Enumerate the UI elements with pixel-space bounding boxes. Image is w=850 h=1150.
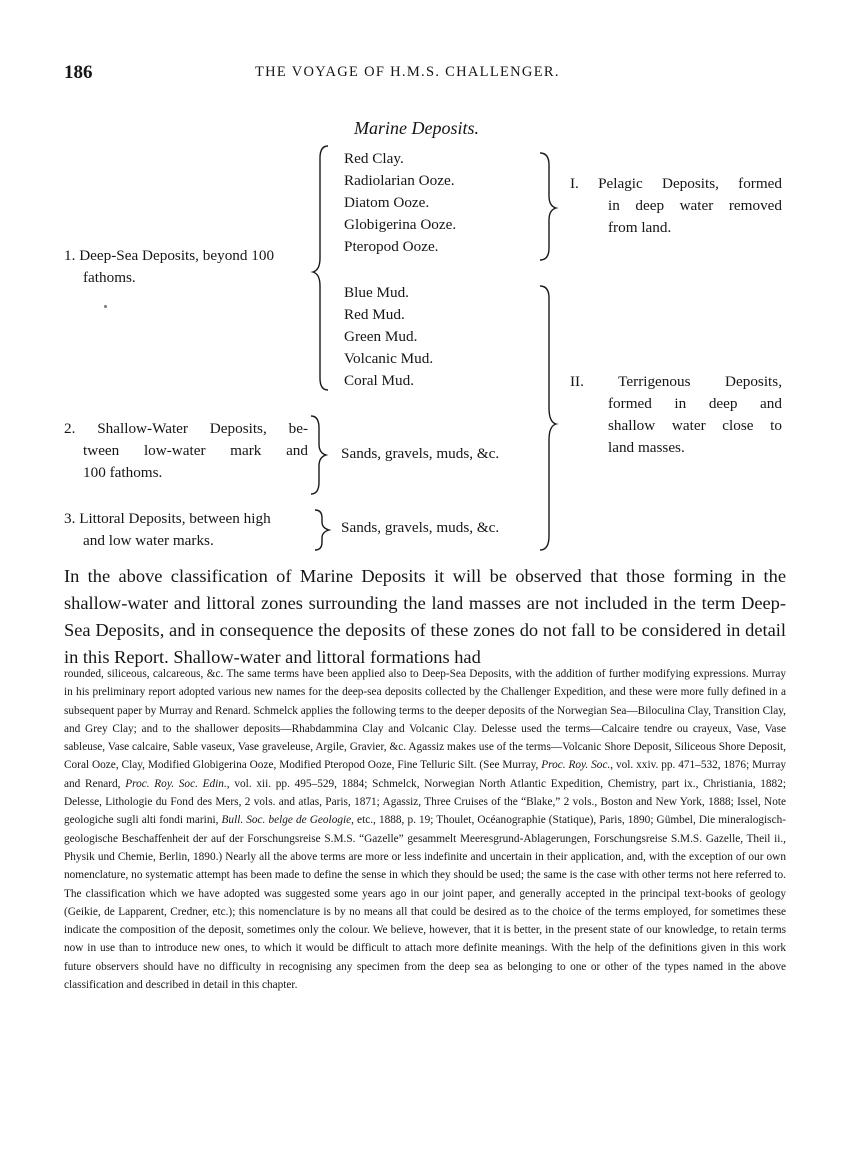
terrigenous-closing-brace <box>540 286 556 550</box>
page-number: 186 <box>64 62 93 83</box>
deep-sea-label-line: fathoms. <box>83 269 136 286</box>
terrigenous-group-line: formed in deep and <box>608 395 782 412</box>
pelagic-group-line: I. Pelagic Deposits, formed <box>570 175 782 192</box>
shallow-water-label-line: tween low-water mark and <box>83 442 308 459</box>
deposit-item: Red Mud. <box>344 306 405 323</box>
terrigenous-group-line: land masses. <box>608 439 685 456</box>
shallow-water-label-line: 100 fathoms. <box>83 464 163 481</box>
deposit-item: Volcanic Mud. <box>344 350 434 367</box>
running-title: THE VOYAGE OF H.M.S. CHALLENGER. <box>255 64 560 80</box>
footnote <box>64 665 786 994</box>
deposit-item: Radiolarian Ooze. <box>344 172 455 189</box>
littoral-brace <box>315 510 329 550</box>
littoral-contents: Sands, gravels, muds, &c. <box>341 519 500 536</box>
deposit-item: Pteropod Ooze. <box>344 238 439 255</box>
shallow-water-contents: Sands, gravels, muds, &c. <box>341 445 500 462</box>
deep-sea-brace <box>313 146 328 390</box>
terrigenous-group-line: II. Terrigenous Deposits, <box>570 373 782 390</box>
body-paragraph: In the above classification of Marine Deposits it will be observed that those forming in the shallow-water and littoral zones surrounding the land masses are not included in the term Deep-Sea Deposits, and in consequence the deposits of these zones do not fall to be considered in detail in this Report. Shallow-water and littoral formations had <box>64 566 786 667</box>
deposit-item: Green Mud. <box>344 328 418 345</box>
deposit-item: Diatom Ooze. <box>344 194 430 211</box>
deep-sea-label-line: 1. Deep-Sea Deposits, beyond 100 <box>64 247 275 264</box>
classification-caption: Marine Deposits. <box>354 118 479 138</box>
footnote-reference: Proc. Roy. Soc. Edin. <box>125 777 227 790</box>
deposit-item: Blue Mud. <box>344 284 409 301</box>
shallow-water-label-line: 2. Shallow-Water Deposits, be- <box>64 420 308 437</box>
pelagic-closing-brace <box>540 153 556 260</box>
littoral-label-line: 3. Littoral Deposits, between high <box>64 510 271 527</box>
deposit-item: Globigerina Ooze. <box>344 216 457 233</box>
pelagic-group-line: from land. <box>608 219 672 236</box>
footnote-reference: Proc. Roy. Soc. <box>541 759 611 772</box>
footnote-reference: Bull. Soc. belge de Geologie <box>221 814 352 827</box>
footnote-text: , vol. xii. pp. 495–529, 1884; Schmelck, Norwegian North Atlantic Expedition, Chemistry, part ix., Christiania, 1882; Delesse, Lithologie du Fond des Mers, 2 vols. and atlas, Paris, 1871; Agassiz, Three Cruises of the “Blake,” 2 vols., Boston and New York, 1888; Issel, Note geologiche sugli alti fondi marini, <box>64 777 786 827</box>
littoral-label-line: and low water marks. <box>83 532 214 549</box>
deposit-item: Red Clay. <box>344 150 404 167</box>
footnote-text: , vol. xxiv. pp. 471–532, 1876; Murray and Renard, <box>64 759 786 790</box>
pelagic-group-line: in deep water removed <box>608 197 782 214</box>
deposit-item: Coral Mud. <box>344 372 415 389</box>
footnote-text: , etc., 1888, p. 19; Thoulet, Océanographie (Statique), Paris, 1890; Gümbel, Die mineralogisch-geologische Beschaffenheit der auf der Forschungsreise S.M.S. “Gazelle” gesammelt Meeresgrund-Ablagerungen, Forschungsreise S.M.S. Gazelle, Theil ii., Physik und Chemie, Berlin, 1890.) Nearly all the above terms are more or less indefinite and uncertain in their application, and, with the exception of our own nomenclature, no systematic attempt has been made to define the sense in which they should be used; the same is the case with other terms not here referred to. The classification which we have adopted was suggested some years ago in our joint paper, and generally accepted in the principal text-books of geology (Geikie, de Lapparent, Credner, etc.); this nomenclature is by no means all that could be desired as to the choice of the terms employed, for sometimes these indicate the composition of the deposit, sometimes only the colour. We believe, however, that it is better, in the present state of our knowledge, to retain terms now in use than to introduce new ones, to which it would be difficult to attach more definite meanings. With the help of the definitions given in this work future observers should have no difficulty in recognising any specimen from the deep sea as belonging to one or other of the types named in the above classification and described in detail in this chapter. <box>64 814 786 992</box>
terrigenous-group-line: shallow water close to <box>608 417 782 434</box>
shallow-water-brace <box>311 416 326 494</box>
footnote-text: rounded, siliceous, calcareous, &c. The same terms have been applied also to Deep-Sea Deposits, with the addition of further modifying expressions. Murray in his preliminary report adopted various new names for the deep-sea deposits collected by the Challenger Expedition, and these were more fully defined in a subsequent paper by Murray and Renard. Schmelck applies the following terms to the deeper deposits of the Norwegian Sea—Biloculina Clay, Transition Clay, and Grey Clay; and to the shallower deposits—Rhabdammina Clay and Volcanic Clay. Delesse used the terms—Calcaire tendre ou crayeux, Vase, Vase sableuse, Vase calcaire, Sable vaseux, Vase graveleuse, Argile, Gravier, &c. Agassiz makes use of the terms—Volcanic Shore Deposit, Siliceous Shore Deposit, Coral Ooze, Clay, Modified Globigerina Ooze, Modified Pteropod Ooze, Fine Telluric Silt. (See Murray, <box>64 668 786 772</box>
